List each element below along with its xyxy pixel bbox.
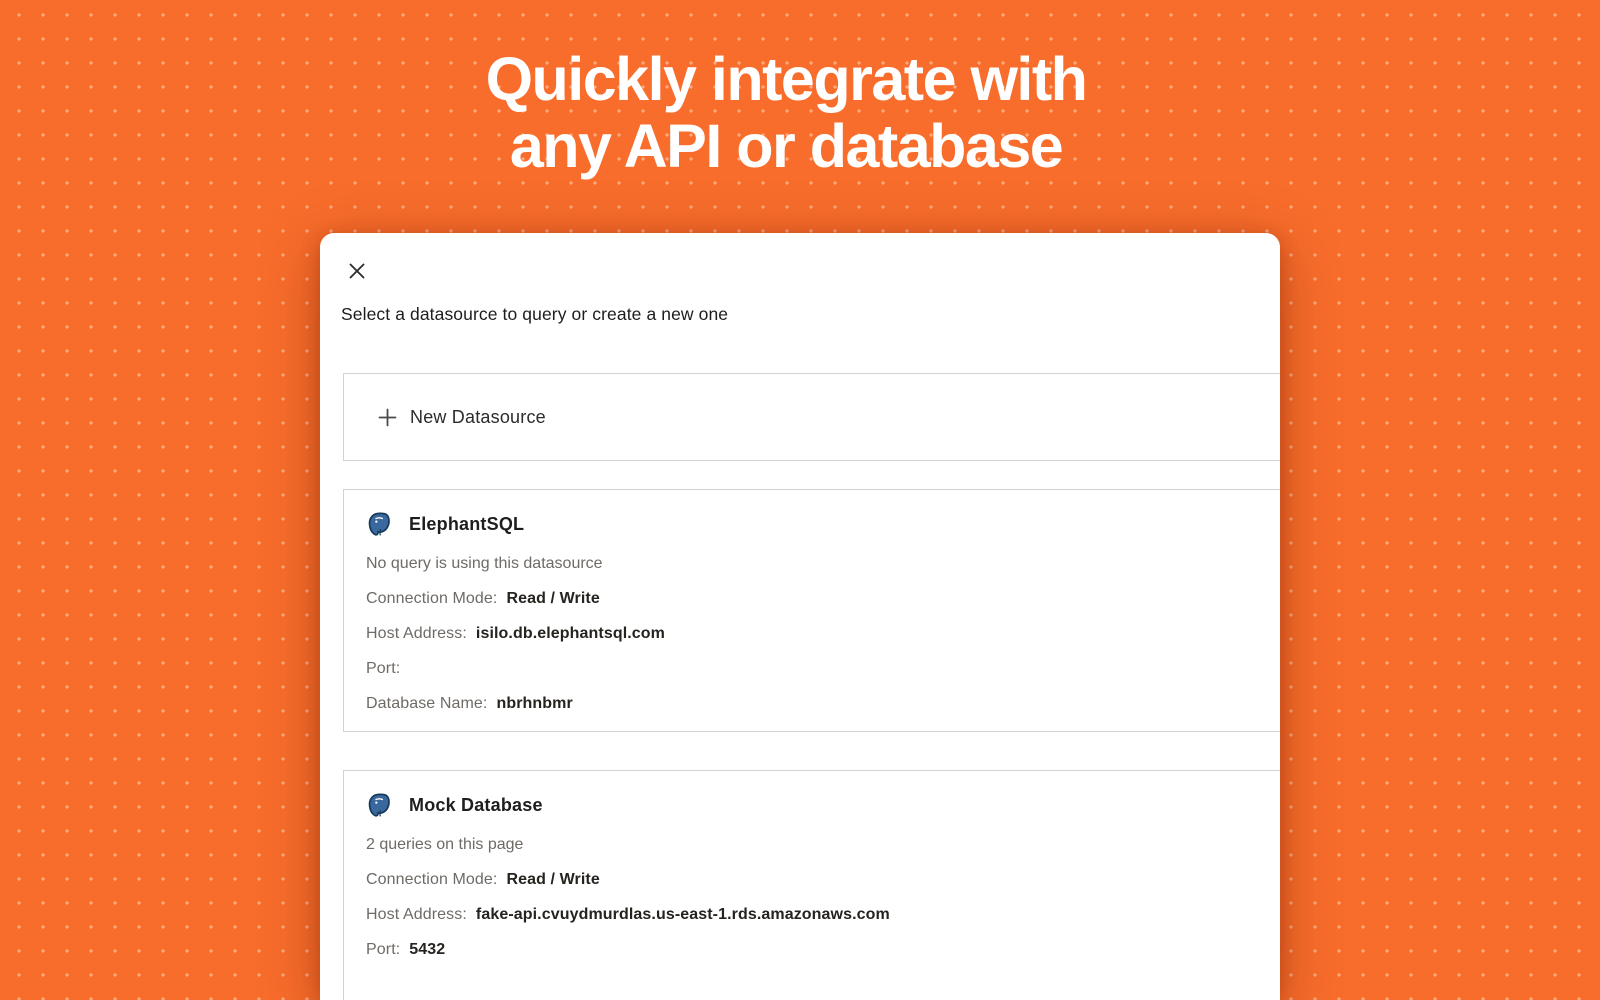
field-value: 5432 bbox=[409, 940, 446, 958]
field-label: Connection Mode: bbox=[366, 589, 498, 607]
datasource-modal bbox=[320, 233, 1280, 1000]
datasource-field-row bbox=[366, 897, 1260, 932]
datasource-card-mock-database[interactable] bbox=[343, 770, 1280, 1000]
field-value: Read / Write bbox=[506, 589, 600, 607]
headline-line1: Quickly integrate with bbox=[485, 45, 1087, 113]
datasource-name: ElephantSQL bbox=[409, 513, 525, 534]
close-button[interactable] bbox=[348, 262, 366, 280]
postgresql-elephant-icon bbox=[366, 792, 393, 819]
field-label: Port: bbox=[366, 659, 401, 677]
field-value: nbrhnbmr bbox=[496, 694, 573, 712]
field-label: Host Address: bbox=[366, 905, 467, 923]
datasource-field-row bbox=[366, 581, 1260, 616]
field-label: Port: bbox=[366, 940, 401, 958]
datasource-field-row bbox=[366, 616, 1260, 651]
datasource-card-elephantsql[interactable] bbox=[343, 489, 1280, 732]
datasource-field-row bbox=[366, 686, 1260, 721]
datasource-field-row bbox=[366, 862, 1260, 897]
new-datasource-button[interactable] bbox=[343, 373, 1280, 461]
field-label: Host Address: bbox=[366, 624, 467, 642]
close-icon bbox=[348, 262, 366, 280]
new-datasource-label: New Datasource bbox=[410, 406, 546, 427]
modal-title: Select a datasource to query or create a new one bbox=[341, 304, 729, 324]
field-value: fake-api.cvuydmurdlas.us-east-1.rds.amazonaws.com bbox=[475, 905, 890, 923]
datasource-status: No query is using this datasource bbox=[366, 554, 603, 572]
headline-line2: any API or database bbox=[509, 112, 1063, 180]
field-value: Read / Write bbox=[506, 870, 600, 888]
datasource-name: Mock Database bbox=[409, 794, 543, 815]
datasource-status: 2 queries on this page bbox=[366, 835, 524, 853]
plus-icon bbox=[378, 408, 397, 427]
field-label: Database Name: bbox=[366, 694, 488, 712]
postgresql-elephant-icon bbox=[366, 511, 393, 538]
page-headline bbox=[0, 46, 1572, 180]
field-label: Connection Mode: bbox=[366, 870, 498, 888]
field-value: isilo.db.elephantsql.com bbox=[475, 624, 666, 642]
datasource-field-row bbox=[366, 651, 1260, 686]
datasource-field-row bbox=[366, 932, 1260, 967]
